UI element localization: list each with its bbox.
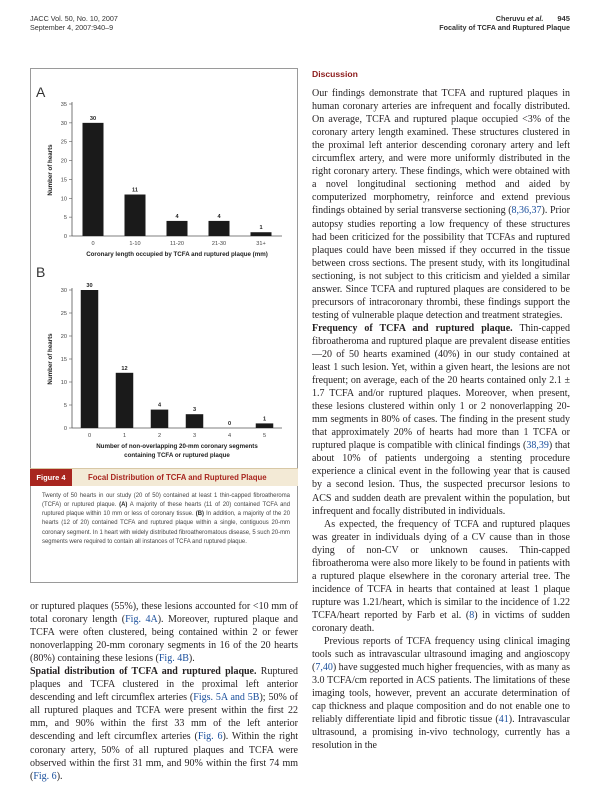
paragraph — [30, 600, 298, 665]
bar-value-label: 12 — [121, 365, 128, 372]
y-tick-label: 30 — [60, 288, 67, 294]
text: As expected, the frequency of TCFA and ruptured plaques was greater in individuals dying of a CV cause than in those dying of non-CV or unknown causes. Thin-capped fibroatheroma were also more likely to be found in patients with a ruptured plaque elsewhere in the coronary arterial tree. The incidence of TCFA in hearts that contained at least 1 plaque rupture was 1.21/heart, which is similar to the incidence of 1.22 TCFA/heart reported by Farb et al. ( — [312, 518, 570, 621]
bar-value-label: 3 — [192, 407, 197, 414]
paragraph — [312, 635, 570, 752]
text: ). Moreover, ruptured plaque and TCFA were often clustered, being contained within 2 or fewer nonoverlapping 20-mm coronary segments in 16 of the 20 hearts (80%) containing these lesions ( — [30, 614, 298, 665]
y-tick-label: 5 — [63, 215, 67, 222]
text: Our findings demonstrate that TCFA and ruptured plaques in human coronary arteries are infrequent and focally distributed. On average, TCFA and ruptured plaque occupied <3% of the coronary artery length examined. These structures clustered in the proximal left anterior descending coronary artery and left circumflex artery, and were more uniformly distributed in the right coronary artery. These findings, which were obtained with a novel longitudinal sectioning method and aided by computerized morphometry, reinforce and extend previous findings obtained by serial transverse sectioning ( — [312, 88, 570, 217]
left-column — [30, 600, 298, 783]
chart-panel-a — [30, 92, 298, 264]
x-tick-label: 31+ — [256, 241, 266, 247]
journal-volume: JACC Vol. 50, No. 10, 2007 — [30, 14, 118, 23]
x-tick-label: 21-30 — [211, 241, 227, 247]
citation-link[interactable]: 7,40 — [315, 662, 333, 674]
text: ). Prior autopsy studies reporting a low frequency of these structures had been criticized for the possibility that TCFAs and ruptured plaques could have been missed if they occurred in the tissue between cross sections. The present study, with its longitudinal sectioning, is not subject to this criticism and yielded a similar answer. Since TCFA and ruptured plaques are considered to be precursors of intracoronary thrombi, these findings support the testing of vulnerable plaque detection and treatment strategies. — [312, 205, 570, 321]
x-tick-label: 0 — [91, 241, 95, 247]
figure-link[interactable]: Fig. 6 — [197, 731, 223, 743]
bar — [256, 423, 274, 428]
et-al: et al. — [526, 14, 544, 23]
text: or ruptured plaques (55%), these lesions accounted for <10 mm of total coronary length ( — [30, 601, 298, 626]
y-tick-label: 25 — [60, 311, 67, 317]
x-tick-label: 1 — [122, 433, 127, 439]
y-tick-label: 10 — [60, 380, 67, 386]
y-tick-label: 15 — [60, 357, 67, 363]
authors — [496, 14, 544, 23]
x-axis-label: Coronary length occupied by TCFA and ruptured plaque (mm) — [86, 251, 268, 258]
bar — [167, 221, 188, 236]
figure-tag: Figure 4 — [30, 469, 72, 486]
bar — [83, 123, 104, 236]
citation-link[interactable]: 41 — [498, 714, 509, 726]
caption-panel-b-ref: (B) — [195, 511, 204, 518]
bar — [251, 232, 272, 236]
x-tick-label: 5 — [262, 433, 267, 439]
caption-panel-a-ref: (A) — [119, 502, 128, 509]
text: ). Within the right coronary artery, 50% of all ruptured plaques and TCFA were observed within the first 31 mm, and 90% within the first 74 mm ( — [30, 731, 298, 782]
bar-value-label: 0 — [227, 421, 232, 427]
bar-value-label: 30 — [86, 283, 93, 289]
journal-header — [30, 14, 118, 32]
journal-date-pages: September 4, 2007:940–9 — [30, 23, 114, 32]
bar — [81, 290, 99, 428]
text: ); 50% of all ruptured plaques and TCFA were present within the first 22 mm, and 90% within the first 33 mm of the left anterior descending and left circumflex arteries ( — [30, 692, 298, 743]
x-tick-label: 1-10 — [129, 241, 141, 247]
y-tick-label: 0 — [63, 426, 67, 432]
figure-title-bar — [30, 468, 298, 486]
bar-value-label: 1 — [262, 416, 267, 423]
figure-link[interactable]: Fig. 4B — [158, 653, 189, 665]
y-tick-label: 30 — [60, 120, 67, 127]
running-title: Focality of TCFA and Ruptured Plaque — [439, 23, 570, 32]
bar — [209, 221, 230, 236]
text: ). — [188, 653, 195, 665]
y-axis-label: Number of hearts — [47, 333, 54, 385]
y-axis-label: Number of hearts — [47, 144, 54, 196]
figure-title: Focal Distribution of TCFA and Ruptured Plaque — [88, 473, 267, 482]
text: ) in victims of sudden coronary death. — [312, 609, 570, 634]
y-tick-label: 20 — [60, 158, 67, 165]
run-in-heading: Frequency of TCFA and ruptured plaque. — [312, 322, 513, 334]
y-tick-label: 0 — [63, 234, 67, 240]
author-name: Cheruvu — [495, 14, 527, 23]
bar-value-label: 4 — [157, 402, 162, 409]
running-header — [439, 14, 570, 32]
bar — [116, 373, 134, 428]
citation-link[interactable]: 38,39 — [526, 440, 549, 452]
bar-value-label: 30 — [89, 115, 97, 122]
text: ) have suggested much higher frequencies, with as many as 3.0 TCFA/cm reported in ACS patients. The limitations of these imaging tools, however, prevent an accurate determination of cap thickness and plaque composition and do not enable one to reliably differentiate lipid and fibrotic tissue ( — [312, 662, 570, 726]
right-column — [312, 68, 570, 752]
bar-value-label: 11 — [132, 187, 138, 194]
paragraph — [30, 665, 298, 782]
y-tick-label: 25 — [60, 139, 67, 146]
x-tick-label: 4 — [227, 433, 232, 439]
text: Previous reports of TCFA frequency using clinical imaging tools such as intravascular ultrasound imaging and angioscopy ( — [312, 636, 570, 674]
citation-link[interactable]: 8,36,37 — [511, 205, 542, 217]
caption-text: A majority of these hearts (11 of 20) contained TCFA and ruptured plaque within 10 mm or less of coronary tissue. — [42, 502, 291, 518]
y-tick-label: 15 — [60, 177, 67, 184]
section-heading: Discussion — [312, 69, 358, 79]
text: Thin-capped fibroatheroma and ruptured plaque are prevalent disease entities—20 of 50 hearts examined (40%) in our study contained at least 1 such lesion. Yet, within a given heart, the lesions are not frequent; on average, each of the 20 hearts contained only 2.1 ± 1.7 TCFA and/or ruptured plaques. Moreover, when present, these lesions clustered within only 1 or 2 nonoverlapping 20-mm segments in 80% of cases. The finding in the present study that approximately 20% of hearts had more than 1 TCFA or ruptured plaque is compatible with clinical findings ( — [312, 322, 570, 452]
paragraph — [312, 322, 570, 518]
y-tick-label: 20 — [60, 334, 67, 340]
x-tick-label: 11-20 — [170, 241, 184, 247]
figure-link[interactable]: Figs. 5A and 5B — [193, 692, 260, 704]
bar-value-label: 4 — [175, 213, 179, 220]
bar — [186, 414, 204, 428]
text: ) that about 10% of patients undergoing a stenting procedure experience a clinical event in the following year that is caused by a second lesion. Thus, the suspected precursor lesions to ACS and sudden death are prevalent within the population, but infrequent and focally distributed in individuals. — [312, 440, 570, 517]
bar — [125, 195, 146, 236]
x-axis-label-line2: containing TCFA or ruptured plaque — [124, 452, 230, 459]
paragraph — [312, 518, 570, 635]
bar-value-label: 1 — [259, 225, 263, 232]
caption-text: Twenty of 50 hearts in our study (20 of 50) contained at least 1 thin-capped fibroatheroma (TCFA) or ruptured plaque. — [42, 493, 290, 509]
x-tick-label: 0 — [87, 433, 92, 439]
text: ). Intravascular ultrasound, a promising in-vivo technology, currently has a resolution in the — [312, 714, 570, 752]
text: ). — [56, 770, 63, 782]
x-tick-label: 3 — [192, 433, 197, 439]
panel-b-letter: B — [36, 264, 46, 280]
paragraph — [312, 87, 570, 322]
figure-link[interactable]: Fig. 4A — [125, 614, 158, 626]
x-tick-label: 2 — [157, 433, 162, 439]
y-tick-label: 35 — [60, 102, 67, 108]
bar — [151, 410, 169, 428]
citation-link[interactable]: 8 — [469, 609, 475, 621]
figure-caption — [42, 492, 290, 547]
y-tick-label: 5 — [63, 403, 67, 409]
x-axis-label: Number of non-overlapping 20-mm coronary segments — [96, 443, 258, 450]
panel-a-letter: A — [36, 84, 46, 100]
caption-text: In addition, a majority of the 20 hearts (12 of 20) contained TCFA and ruptured plaque within a single, contiguous 20-mm coronary segment. In 1 heart with widely distributed fibroatheromatous disease, 5 such 20-mm segments were required to contain all instances of TCFA and ruptured plaque. — [42, 511, 290, 545]
chart-panel-b — [30, 280, 298, 464]
run-in-heading: Spatial distribution of TCFA and ruptured plaque. — [30, 666, 257, 678]
figure-link[interactable]: Fig. 6 — [33, 770, 57, 782]
text: Ruptured plaques and TCFA clustered in the proximal left anterior descending and left circumflex arteries ( — [30, 666, 299, 704]
bar-value-label: 4 — [217, 213, 221, 220]
y-tick-label: 10 — [60, 196, 67, 203]
page-number: 945 — [557, 14, 570, 23]
